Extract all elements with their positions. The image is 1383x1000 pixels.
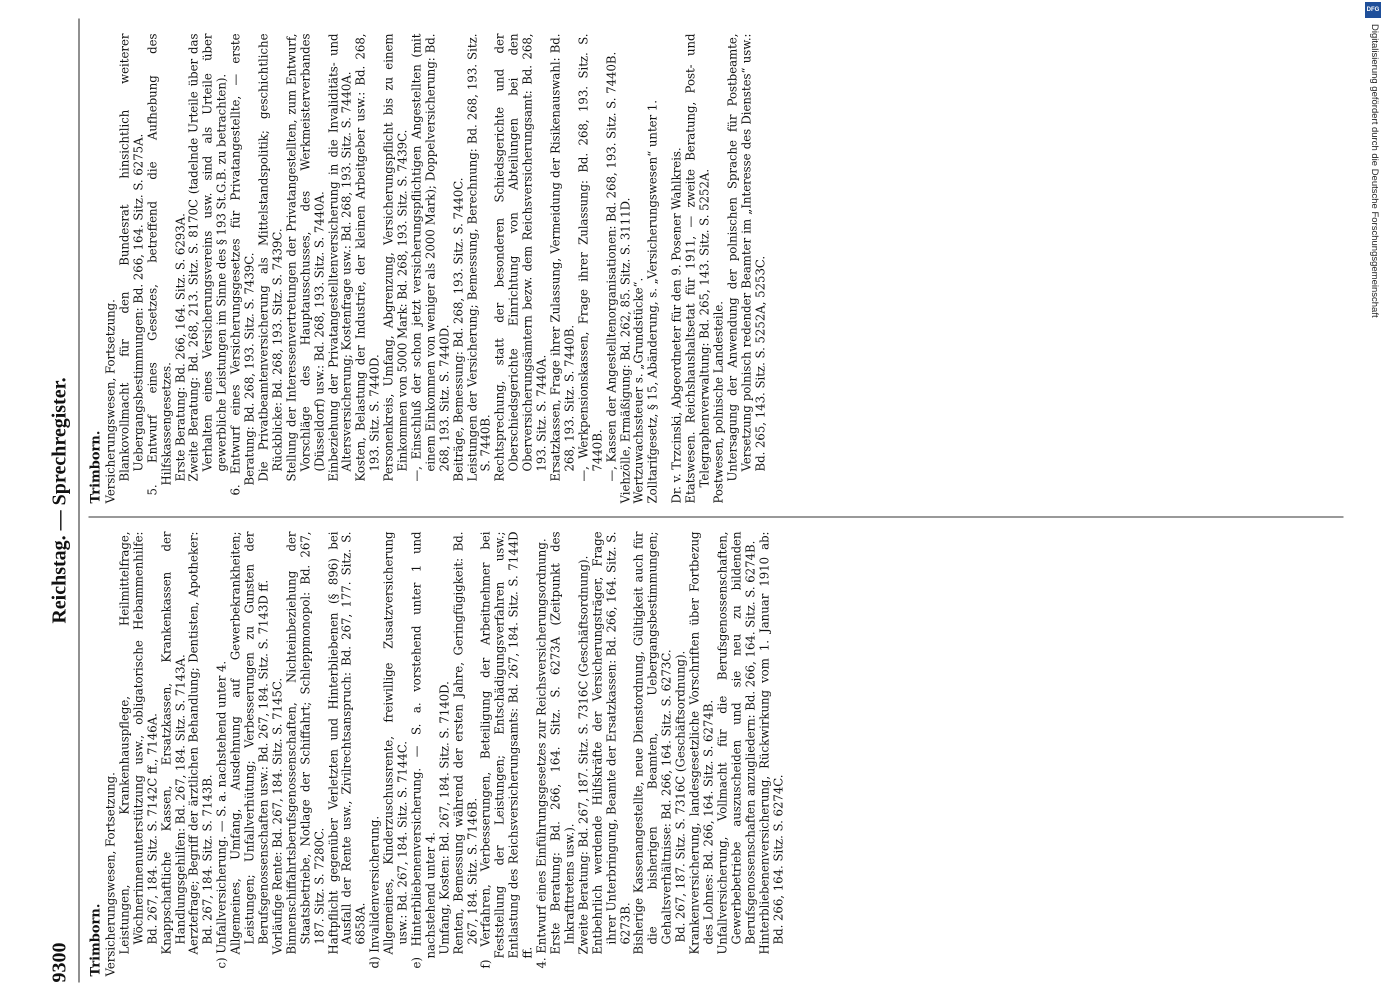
register-entry: e) Hinterbliebenenversicherung. — S. a. vorstehend unter 1 und nachstehend unter 4. (408, 531, 437, 968)
column-right (88, 33, 1363, 503)
speaker-head: Trimborn. (88, 430, 103, 503)
register-entry: Personenkreis, Umfang, Abgrenzung, Versicherungspflicht bis zu einem Einkommen von 5000 Mark: Bd. 268, 193. Sitz. S. 7439C. (381, 33, 410, 481)
register-entry: Viehzölle, Ermäßigung: Bd. 262, 85. Sitz. S. 3111D. (617, 197, 632, 503)
register-entry: Versicherungswesen, Fortsetzung. (103, 771, 117, 976)
register-entry: 5. Entwurf eines Gesetzes, betreffend die Aufhebung des Hilfskassengesetzes. (144, 33, 173, 495)
register-entry: Rechtsprechung, statt der besonderen Schiedsgerichte und der Oberschiedsgerichte Einrichtung von Abteilungen bei den Oberversicherungsämtern bezw. dem Reichsversicherungsamt: Bd. 268, 193. Sitz. S. 7440A. (492, 33, 549, 481)
register-entry (660, 33, 670, 503)
register-entry: f) Verfahren, Verbesserungen, Beteiligung der Arbeitnehmer bei Feststellung der Leistungen; Entschädigungsverfahren usw.; Entlastung des Reichsversicherungsamts: Bd. 267, 184. Sitz. S. 7144D ff. (478, 531, 535, 968)
register-entry: Aerztefrage; Begriff der ärztlichen Behandlung; Dentisten, Apotheker: Bd. 267, 184. Sitz. S. 7143B. (186, 531, 215, 954)
page-number: 9300 (48, 942, 70, 982)
register-entry: Untersagung der Anwendung der polnischen Sprache für Postbeamte, Versetzung polnisch redender Beamter im „Interesse des Dienstes“ usw.: Bd. 265, 143. Sitz. S. 5252A, 5253C. (724, 33, 767, 481)
register-entry: Zolltarifgesetz, § 15, Abänderung, s. „Versicherungswesen“ unter 1. (645, 99, 660, 503)
column-divider (88, 516, 1343, 517)
register-entry: Einbeziehung der Privatangestelltenversicherung in die Invaliditäts- und Altersversicherung; Kostenfrage usw.: Bd. 268, 193. Sitz. S. 7440A. (325, 33, 354, 481)
register-entry: Zweite Beratung: Bd. 268, 213. Sitz. S. 8170C (tadelnde Urteile über das Verhalten eines Versicherungsvereins usw. sind als Urteile über gewerbliche Leistungen im Sinne des § 193 St.G.B. zu betrachten). (186, 33, 229, 481)
register-entry: Zweite Beratung: Bd. 267, 187. Sitz. S. 7316C (Geschäftsordnung). (575, 555, 590, 954)
dfg-logo: DFG (1365, 2, 1381, 18)
register-entry: 4. Entwurf eines Einführungsgesetzes zur Reichsversicherungsordnung. (534, 537, 549, 968)
register-entry: Die Privatbeamtenversicherung als Mittelstandspolitik; geschichtliche Rückblicke: Bd. 268, 193. Sitz. S. 7439C. (255, 33, 284, 481)
page-title: Reichstag. — Sprechregister. (48, 376, 70, 624)
register-entry: Leistungen der Versicherung; Bemessung, Berechnung: Bd. 268, 193. Sitz. S. 7440B. (464, 33, 493, 481)
register-entry: —, Kassen der Angestelltenorganisationen: Bd. 268, 193. Sitz. S. 7440B. (603, 51, 618, 481)
running-header (48, 18, 74, 982)
register-entry: Allgemeines, Kinderzuschussrente, freiwillige Zusatzversicherung usw.: Bd. 267, 184. Sitz. S. 7144C. (381, 531, 410, 954)
register-entry: Erste Beratung: Bd. 266, 164. Sitz. S. 6293A. (172, 212, 187, 481)
register-entry: Binnenschiffahrtsberufsgenossenschaften, Nichteinbeziehung der Staatsbetriebe, Notlage der Schiffahrt; Schleppmonopol: Bd. 267, 187. Sitz. S. 7280C. (283, 531, 326, 954)
register-entry: Dr. v. Trzcinski, Abgeordneter für den 9. Posener Wahlkreis. (669, 146, 684, 503)
register-entry: Versicherungswesen, Fortsetzung. (103, 298, 117, 503)
register-entry: Renten, Bemessung während der ersten Jahre, Geringfügigkeit: Bd. 267, 184. Sitz. S. 7146B. (450, 531, 479, 954)
register-entry: Entbehrlich werdende Hilfskräfte der Versicherungsträger, Frage ihrer Unterbringung, Beamte der Ersatzkassen: Bd. 266, 164. Sitz. S. 6273B. (589, 531, 632, 954)
register-entry: Erste Beratung: Bd. 266, 164. Sitz. S. 6273A (Zeitpunkt des Inkrafttretens usw.). (548, 531, 576, 954)
register-entry: Knappschaftliche Kassen, Ersatzkassen, Krankenkassen der Handlungsgehilfen: Bd. 267, 184. Sitz. S. 7143A. (158, 531, 187, 954)
register-entry: Stellung der Interessenvertretungen der Privatangestellten, zum Entwurf, Vorschläge des Hauptausschusses, des Werkmeisterverbandes (Düsseldorf) usw.: Bd. 268, 193. Sitz. S. 7440A. (283, 33, 326, 481)
register-entry: Hinterbliebenenversicherung, Rückwirkung vom 1. Januar 1910 ab: Bd. 266, 164. Sitz. S. 6274C. (756, 531, 785, 954)
register-entry: Wertzuwachssteuer s. „Grundstücke“. (631, 277, 646, 503)
header-rule (78, 18, 79, 982)
register-entry: c) Unfallversicherung. — S. a. nachstehend unter 4. (214, 660, 229, 968)
register-entry: d) Invalidenversicherung. (367, 815, 382, 968)
register-entry: Postwesen, polnische Landesteile. (710, 300, 725, 503)
register-entry: Allgemeines, Umfang, Ausdehnung auf Gewerbekrankheiten; Leistungen; Unfallverhütung; Verbesserungen zu Gunsten der Berufsgenossenschaften usw.: Bd. 267, 184. Sitz. S. 7143D ff. (228, 531, 270, 954)
register-entry: Blankovollmacht für den Bundesrat hinsichtlich weiterer Uebergangsbestimmungen: Bd. 266, 164. Sitz. S. 6275A. (116, 33, 145, 481)
register-entry: 6. Entwurf eines Versicherungsgesetzes für Privatangestellte, — erste Beratung: Bd. 268, 193. Sitz. S. 7439C. (228, 33, 257, 495)
register-entry: Ersatzkassen, Frage ihrer Zulassung, Vermeidung der Risikenauswahl: Bd. 268, 193. Sitz. S. 7440B. (548, 33, 576, 481)
speaker-head: Trimborn. (88, 903, 103, 976)
register-entry: Beiträge, Bemessung: Bd. 268, 193. Sitz. S. 7440C. (450, 176, 465, 481)
register-entry: Vorläufige Rente: Bd. 267, 184. Sitz. S. 7145C. (269, 677, 284, 954)
register-entry: Bd. 267, 187. Sitz. S. 7316C (Geschäftsordnung). (673, 650, 688, 942)
register-entry: Haftpflicht gegenüber Verletzten und Hinterbliebenen (§ 896) bei Ausfall der Rente usw., Zivilrechtsanspruch: Bd. 267, 177. Sitz. S. 6858A. (325, 531, 368, 954)
register-entry: Unfallversicherung, Vollmacht für die Berufsgenossenschaften, Gewerbebetriebe auszuscheiden und sie neu zu bildenden Berufsgenossenschaften anzugliedern: Bd. 266, 164. Sitz. S. 6274B. (714, 531, 757, 954)
register-entry: —, Werkpensionskassen, Frage ihrer Zulassung: Bd. 268, 193. Sitz. S. 7440B. (575, 33, 604, 481)
register-entry: —, Einschluß der schon jetzt versicherungspflichtigen Angestellten (mit einem Einkommen von weniger als 2000 Mark); Doppelversicherung: Bd. 268, 193. Sitz. S. 7440D. (408, 33, 451, 481)
register-entry: Etatswesen. Reichshaushaltsetat für 1911, — zweite Beratung, Post- und Telegraphenverwaltung: Bd. 265, 143. Sitz. S. 5252A. (683, 33, 712, 503)
column-left (88, 531, 1363, 976)
digitization-credit: Digitalisierung gefördert durch die Deutsche Forschungsgemeinschaft (1369, 24, 1380, 318)
register-entry: Kosten, Belastung der Industrie, der kleinen Arbeitgeber usw.: Bd. 268, 193. Sitz. S. 7440D. (353, 33, 382, 481)
register-entry: Bisherige Kassenangestellte, neue Dienstordnung, Gültigkeit auch für die bisherigen Beamten, Uebergangsbestimmungen; Gehaltsverhältnisse: Bd. 266, 164. Sitz. S. 6273C. (631, 531, 674, 954)
register-entry: Leistungen, Krankenhauspflege, Heilmittelfrage, Wöchnerinnenunterstützung usw., obligatorische Hebammenhilfe: Bd. 267, 184. Sitz. S. 7142C ff., 7146A. (116, 531, 159, 954)
register-entry: Umfang, Kosten: Bd. 267, 184. Sitz. S. 7140D. (436, 680, 451, 954)
register-entry: Krankenversicherung, landesgesetzliche Vorschriften über Fortbezug des Lohnes: Bd. 266, 164. Sitz. S. 6274B. (687, 531, 715, 954)
